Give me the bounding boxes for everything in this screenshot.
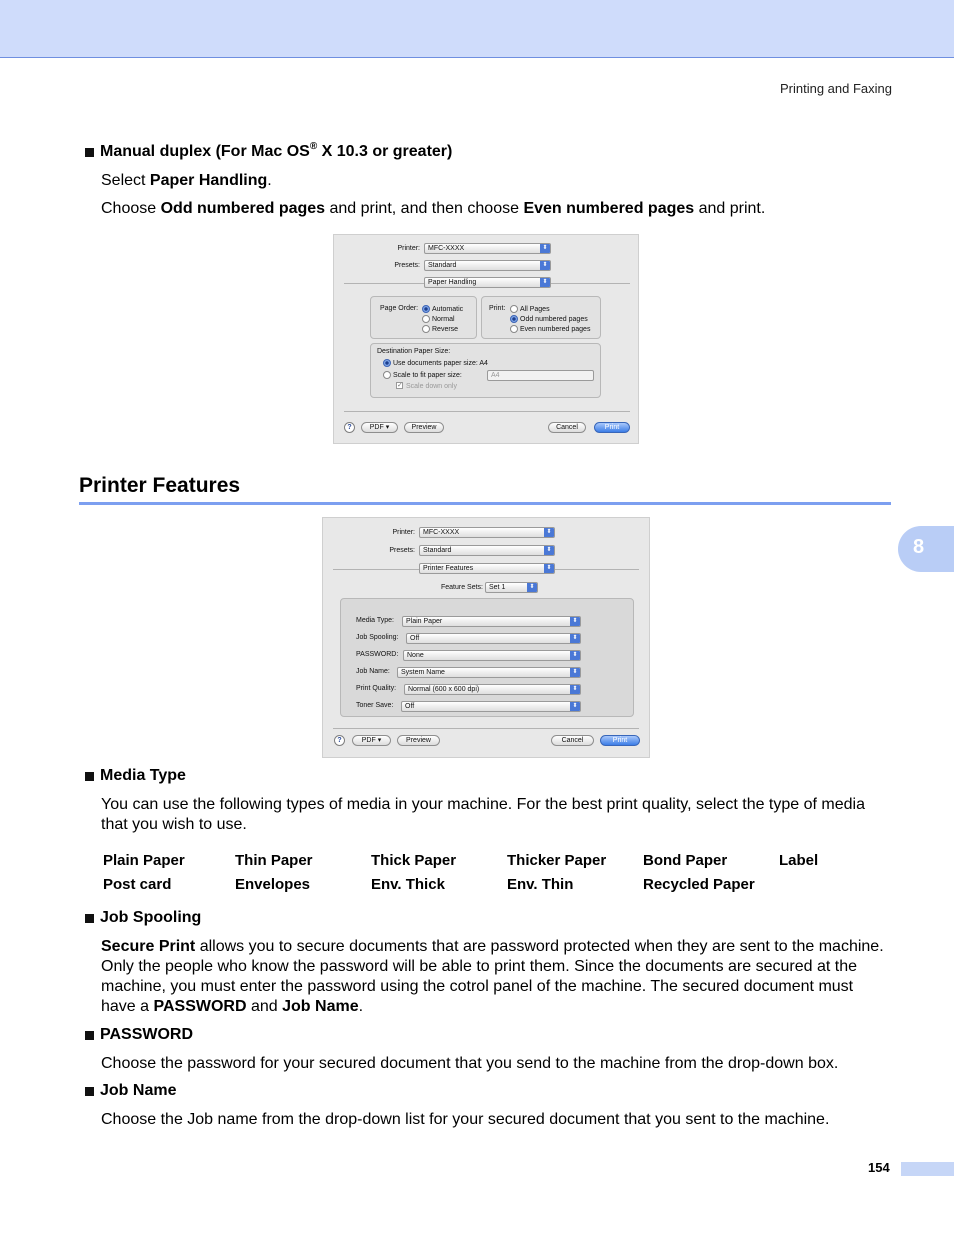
feature-popup[interactable] bbox=[402, 616, 581, 627]
media-cell: Env. Thin bbox=[507, 876, 574, 893]
option-use-docs-size: Use documents paper size: A4 bbox=[393, 360, 488, 367]
radio-scale-to-fit[interactable] bbox=[383, 371, 391, 379]
divider bbox=[344, 411, 630, 412]
media-cell: Env. Thick bbox=[371, 876, 445, 893]
option-odd-pages: Odd numbered pages bbox=[520, 316, 588, 323]
scale-size-popup[interactable]: A4 bbox=[487, 370, 594, 381]
cancel-button[interactable]: Cancel bbox=[548, 422, 586, 433]
option-normal: Normal bbox=[432, 316, 455, 323]
section-rule bbox=[79, 502, 891, 505]
radio-use-docs-size[interactable] bbox=[383, 359, 391, 367]
chapter-tab bbox=[898, 526, 954, 572]
bullet-square-icon bbox=[85, 1087, 94, 1096]
presets-popup[interactable]: Standard ⬍ bbox=[424, 260, 551, 271]
feature-label: Media Type: bbox=[356, 617, 395, 624]
job-name-body: Choose the Job name from the drop-down list for your secured document that you sent to the machine. bbox=[101, 1111, 830, 1128]
media-cell: Label bbox=[779, 852, 819, 869]
select-paper-handling-text: Select Paper Handling. bbox=[101, 172, 272, 189]
popup-arrows-icon: ⬍ bbox=[527, 583, 537, 592]
popup-arrows-icon: ⬍ bbox=[570, 702, 580, 711]
presets-label: Presets: bbox=[389, 547, 415, 554]
media-cell: Post card bbox=[103, 876, 172, 893]
job-spooling-body: Secure Print allows you to secure documents that are password protected when they are sent to the machine. Only the people who know the password will be able to print them. Since the documents are secured at the machine, you must enter the password using the cotrol panel of the machine. The secured document must have a PASSWORD and Job Name. bbox=[101, 938, 884, 1015]
popup-arrows-icon: ⬍ bbox=[540, 244, 550, 253]
feature-sets-popup[interactable]: Set 1 ⬍ bbox=[485, 582, 538, 593]
feature-value: Off bbox=[410, 635, 420, 642]
print-button[interactable]: Print bbox=[600, 735, 640, 746]
radio-normal[interactable] bbox=[422, 315, 430, 323]
printer-label: Printer: bbox=[392, 529, 415, 536]
paper-handling-dialog-screenshot bbox=[333, 234, 639, 444]
radio-odd-pages[interactable] bbox=[510, 315, 518, 323]
table-row bbox=[103, 876, 818, 900]
pane-popup[interactable]: Paper Handling ⬍ bbox=[424, 277, 551, 288]
media-cell: Envelopes bbox=[235, 876, 311, 893]
printer-features-dialog-screenshot bbox=[322, 517, 650, 758]
printer-label: Printer: bbox=[397, 245, 420, 252]
table-row bbox=[103, 852, 818, 876]
help-icon[interactable]: ? bbox=[344, 422, 355, 433]
feature-popup[interactable] bbox=[403, 650, 581, 661]
media-cell: Recycled Paper bbox=[643, 876, 755, 893]
password-body: Choose the password for your secured document that you send to the machine from the drop-down box. bbox=[101, 1055, 839, 1072]
pdf-button[interactable]: PDF ▾ bbox=[352, 735, 391, 746]
page-number-bar bbox=[901, 1162, 954, 1176]
print-label: Print: bbox=[489, 305, 506, 312]
media-cell: Plain Paper bbox=[103, 852, 185, 869]
presets-label: Presets: bbox=[394, 262, 420, 269]
popup-arrows-icon: ⬍ bbox=[570, 668, 580, 677]
bullet-square-icon bbox=[85, 148, 94, 157]
radio-all-pages[interactable] bbox=[510, 305, 518, 313]
popup-arrows-icon: ⬍ bbox=[570, 617, 580, 626]
header-band bbox=[0, 0, 954, 58]
radio-reverse[interactable] bbox=[422, 325, 430, 333]
popup-arrows-icon: ⬍ bbox=[544, 546, 554, 555]
option-reverse: Reverse bbox=[432, 326, 459, 333]
preview-button[interactable]: Preview bbox=[397, 735, 440, 746]
popup-arrows-icon: ⬍ bbox=[570, 651, 580, 660]
radio-automatic[interactable] bbox=[422, 305, 430, 313]
bullet-square-icon bbox=[85, 772, 94, 781]
popup-arrows-icon: ⬍ bbox=[540, 261, 550, 270]
media-type-body: You can use the following types of media in your machine. For the best print quality, select the type of media that you wish to use. bbox=[101, 796, 865, 833]
option-scale-to-fit: Scale to fit paper size: bbox=[393, 372, 462, 379]
pane-popup[interactable]: Printer Features ⬍ bbox=[419, 563, 555, 574]
page-number: 154 bbox=[868, 1160, 890, 1175]
media-cell: Thick Paper bbox=[371, 852, 457, 869]
media-type-heading: Media Type bbox=[85, 767, 186, 785]
choose-pages-text: Choose Odd numbered pages and print, and then choose Even numbered pages and print. bbox=[101, 200, 766, 217]
feature-popup[interactable] bbox=[406, 633, 581, 644]
feature-label: Job Name: bbox=[356, 668, 390, 675]
media-cell: Thin Paper bbox=[235, 852, 313, 869]
destination-label: Destination Paper Size: bbox=[377, 348, 451, 355]
option-automatic: Automatic bbox=[432, 306, 464, 313]
feature-label: Job Spooling: bbox=[356, 634, 399, 641]
printer-popup[interactable]: MFC-XXXX ⬍ bbox=[419, 527, 555, 538]
scale-down-checkbox[interactable]: ✓ bbox=[397, 382, 403, 389]
feature-label: PASSWORD: bbox=[356, 651, 399, 658]
section-title: Printer Features bbox=[79, 474, 241, 497]
popup-arrows-icon: ⬍ bbox=[544, 564, 554, 573]
feature-popup[interactable] bbox=[401, 701, 581, 712]
bullet-square-icon bbox=[85, 914, 94, 923]
pdf-button[interactable]: PDF ▾ bbox=[361, 422, 398, 433]
duplex-heading: Manual duplex (For Mac OS® X 10.3 or greater) bbox=[85, 143, 452, 161]
option-all-pages: All Pages bbox=[520, 306, 550, 313]
job-spooling-heading: Job Spooling bbox=[85, 909, 201, 927]
feature-value: None bbox=[407, 652, 424, 659]
media-cell: Thicker Paper bbox=[507, 852, 607, 869]
media-cell bbox=[779, 876, 818, 900]
printer-popup[interactable]: MFC-XXXX ⬍ bbox=[424, 243, 551, 254]
feature-popup[interactable] bbox=[404, 684, 581, 695]
feature-value: System Name bbox=[401, 669, 445, 676]
feature-value: Plain Paper bbox=[406, 618, 443, 625]
feature-value: Off bbox=[405, 703, 415, 710]
feature-sets-label: Feature Sets: bbox=[440, 584, 483, 591]
popup-arrows-icon: ⬍ bbox=[544, 528, 554, 537]
media-types-table bbox=[103, 852, 818, 900]
job-name-heading: Job Name bbox=[85, 1082, 176, 1100]
radio-even-pages[interactable] bbox=[510, 325, 518, 333]
help-icon[interactable]: ? bbox=[334, 735, 345, 746]
cancel-button[interactable]: Cancel bbox=[551, 735, 594, 746]
popup-arrows-icon: ⬍ bbox=[540, 278, 550, 287]
feature-label: Print Quality: bbox=[356, 685, 397, 692]
divider bbox=[333, 728, 639, 729]
option-even-pages: Even numbered pages bbox=[520, 326, 591, 333]
password-heading: PASSWORD bbox=[85, 1026, 193, 1044]
print-button[interactable]: Print bbox=[594, 422, 630, 433]
feature-value: Normal (600 x 600 dpi) bbox=[408, 686, 480, 693]
scale-down-label: Scale down only bbox=[406, 383, 457, 390]
popup-arrows-icon: ⬍ bbox=[570, 685, 580, 694]
bullet-square-icon bbox=[85, 1031, 94, 1040]
feature-label: Toner Save: bbox=[356, 702, 394, 709]
popup-arrows-icon: ⬍ bbox=[570, 634, 580, 643]
presets-popup[interactable]: Standard ⬍ bbox=[419, 545, 555, 556]
preview-button[interactable]: Preview bbox=[404, 422, 444, 433]
page-order-label: Page Order: bbox=[380, 305, 419, 312]
chapter-number: 8 bbox=[913, 536, 925, 558]
media-cell: Bond Paper bbox=[643, 852, 728, 869]
feature-popup[interactable] bbox=[397, 667, 581, 678]
running-head: Printing and Faxing bbox=[779, 81, 892, 96]
